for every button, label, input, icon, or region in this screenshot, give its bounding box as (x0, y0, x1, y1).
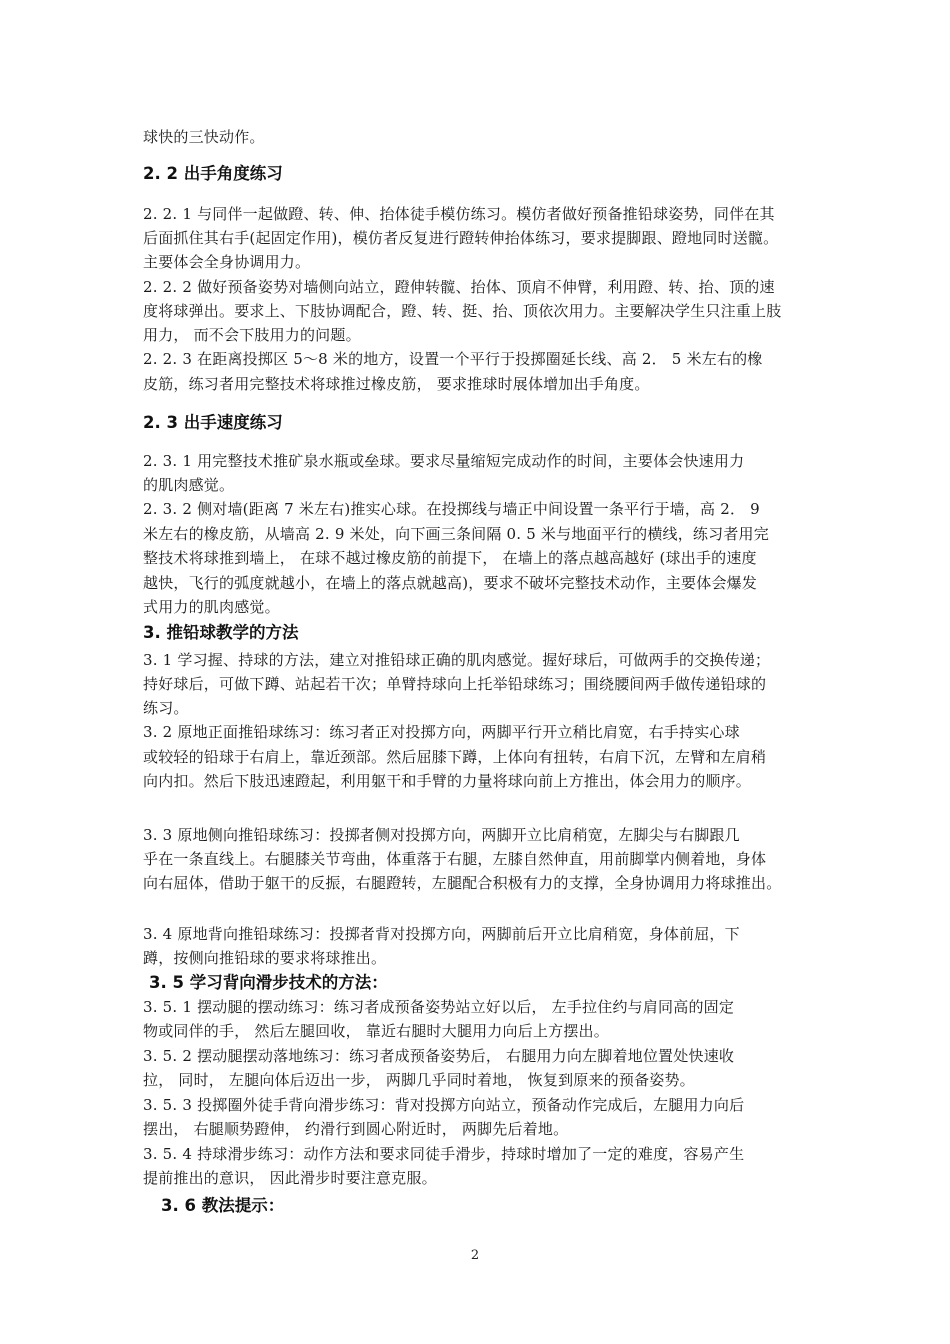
text-line: 度将球弹出。要求上、下肢协调配合，蹬、转、挺、抬、顶依次用力。主要解决学生只注重上肢 (143, 302, 782, 320)
text-line: 乎在一条直线上。右腿膝关节弯曲，体重落于右腿，左膝自然伸直，用前脚掌内侧着地，身体 (143, 850, 767, 868)
section-heading: 3. 5 学习背向滑步技术的方法： (149, 973, 388, 992)
text-line: 3. 3 原地侧向推铅球练习：投掷者侧对投掷方向，两脚开立比肩稍宽，左脚尖与右脚跟几 (143, 826, 740, 844)
text-line: 拉， 同时， 左腿向体后迈出一步， 两脚几乎同时着地， 恢复到原来的预备姿势。 (143, 1071, 695, 1089)
text-line: 或较轻的铅球于右肩上，靠近颈部。然后屈膝下蹲，上体向有扭转，右肩下沉，左臂和左肩稍 (143, 748, 767, 766)
section-heading: 3. 6 教法提示： (161, 1196, 285, 1215)
page-number: 2 (470, 1248, 480, 1263)
text-line: 整技术将球推到墙上， 在球不越过橡皮筋的前提下， 在墙上的落点越高越好 (球出手的速度 (143, 549, 757, 567)
text-line: 式用力的肌肉感觉。 (143, 598, 280, 616)
text-line: 主要体会全身协调用力。 (143, 253, 311, 271)
text-line: 米左右的橡皮筋，从墙高 2. 9 米处，向下画三条间隔 0. 5 米与地面平行的横线，练习者用完 (143, 525, 769, 543)
text-line: 向内扣。然后下肢迅速蹬起，利用躯干和手臂的力量将球向前上方推出，体会用力的顺序。 (143, 772, 752, 790)
text-line: 物或同伴的手， 然后左腿回收， 靠近右腿时大腿用力向后上方摆出。 (143, 1022, 609, 1040)
text-line: 越快，飞行的弧度就越小，在墙上的落点就越高)，要求不破坏完整技术动作，主要体会爆发 (143, 574, 758, 592)
text-line: 球快的三快动作。 (143, 128, 265, 146)
text-line: 提前推出的意识， 因此滑步时要注意克服。 (143, 1169, 437, 1187)
text-line: 持好球后，可做下蹲、站起若干次；单臂持球向上托举铅球练习；围绕腰间两手做传递铅球的 (143, 675, 767, 693)
text-line: 2. 3. 2 侧对墙(距离 7 米左右)推实心球。在投掷线与墙正中间设置一条平行于墙，高 2． 9 (143, 500, 760, 518)
text-line: 2. 2. 2 做好预备姿势对墙侧向站立，蹬伸转髋、抬体、顶肩不伸臂，利用蹬、转、抬、顶的速 (143, 278, 775, 296)
section-heading: 2. 3 出手速度练习 (143, 413, 283, 432)
section-heading: 2. 2 出手角度练习 (143, 164, 283, 183)
text-line: 2. 2. 3 在距离投掷区 5～8 米的地方，设置一个平行于投掷圈延长线、高 2． 5 米左右的橡 (143, 350, 763, 368)
text-line: 用力， 而不会下肢用力的问题。 (143, 326, 361, 344)
text-line: 摆出， 右腿顺势蹬伸， 约滑行到圆心附近时， 两脚先后着地。 (143, 1120, 569, 1138)
text-line: 的肌肉感觉。 (143, 476, 235, 494)
text-line: 2. 2. 1 与同伴一起做蹬、转、伸、抬体徒手模仿练习。模仿者做好预备推铅球姿势，同伴在其 (143, 205, 775, 223)
text-line: 3. 5. 2 摆动腿摆动落地练习：练习者成预备姿势后， 右腿用力向左脚着地位置处快速收 (143, 1047, 735, 1065)
text-line: 3. 5. 1 摆动腿的摆动练习：练习者成预备姿势站立好以后， 左手拉住约与肩同高的固定 (143, 998, 735, 1016)
section-heading: 3. 推铅球教学的方法 (143, 623, 299, 642)
text-line: 3. 5. 3 投掷圈外徒手背向滑步练习：背对投掷方向站立，预备动作完成后，左腿用力向后 (143, 1096, 745, 1114)
text-line: 向右屈体，借助于躯干的反振，右腿蹬转，左腿配合积极有力的支撑，全身协调用力将球推出。 (143, 874, 782, 892)
text-line: 3. 4 原地背向推铅球练习：投掷者背对投掷方向，两脚前后开立比肩稍宽，身体前屈，下 (143, 925, 740, 943)
text-line: 蹲，按侧向推铅球的要求将球推出。 (143, 949, 387, 967)
text-line: 3. 5. 4 持球滑步练习：动作方法和要求同徒手滑步，持球时增加了一定的难度，容易产生 (143, 1145, 745, 1163)
text-line: 练习。 (143, 699, 189, 717)
text-line: 3. 2 原地正面推铅球练习：练习者正对投掷方向，两脚平行开立稍比肩宽，右手持实心球 (143, 723, 740, 741)
text-line: 皮筋，练习者用完整技术将球推过橡皮筋， 要求推球时展体增加出手角度。 (143, 375, 650, 393)
text-line: 2. 3. 1 用完整技术推矿泉水瓶或垒球。要求尽量缩短完成动作的时间，主要体会快速用力 (143, 452, 745, 470)
text-line: 3. 1 学习握、持球的方法，建立对推铅球正确的肌肉感觉。握好球后，可做两手的交换传递； (143, 651, 771, 669)
text-line: 后面抓住其右手(起固定作用)，模仿者反复进行蹬转伸抬体练习，要求提脚跟、蹬地同时送髋。 (143, 229, 779, 247)
